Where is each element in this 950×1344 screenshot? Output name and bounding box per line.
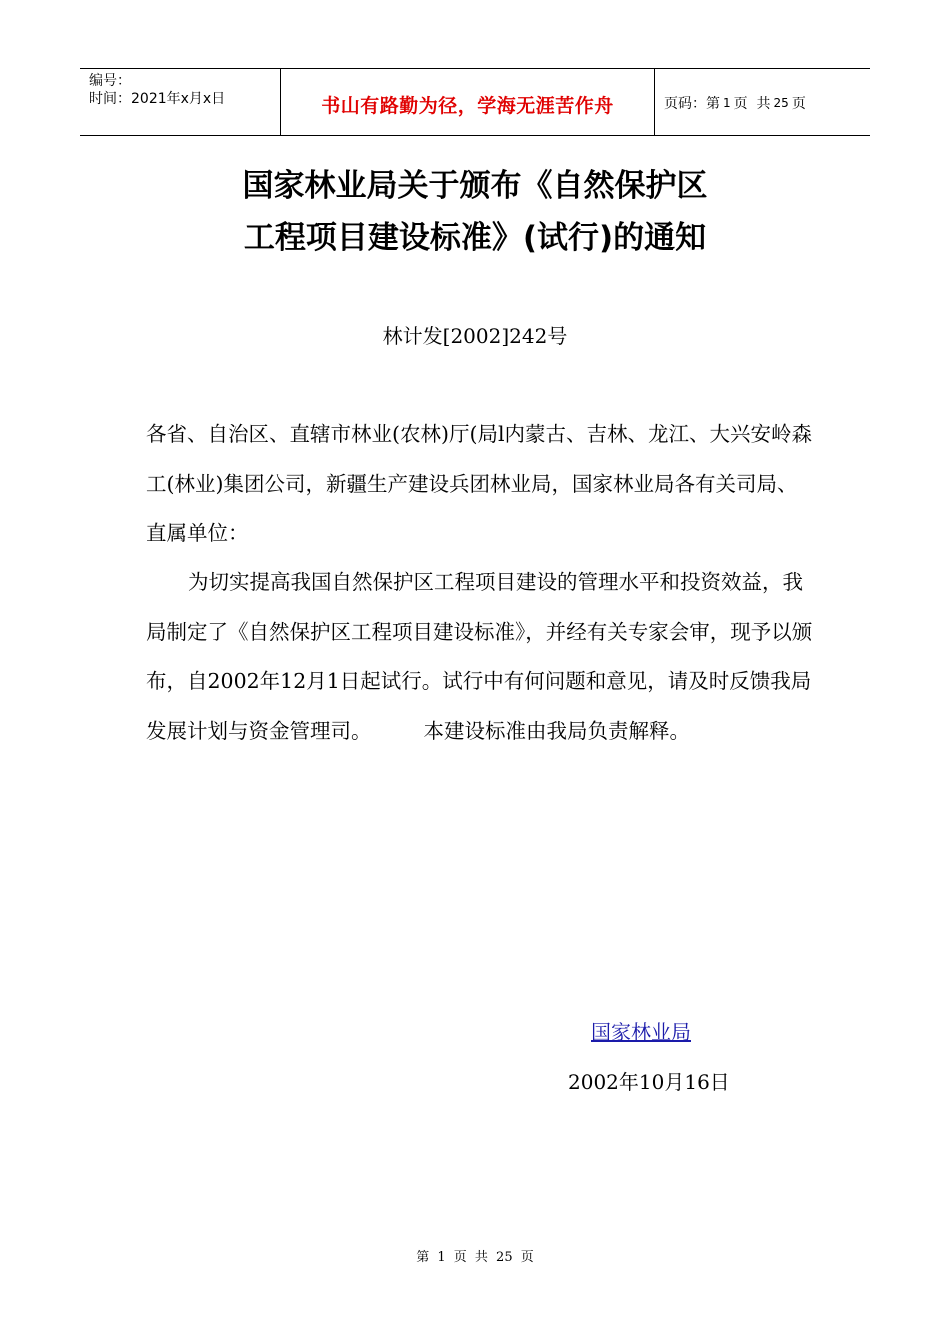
document-title [0,160,950,264]
document-number: 林计发[2002]242号 [382,324,568,348]
addressee-paragraph: 各省、自治区、直辖市林业(农林)厅(局l内蒙古、吉林、龙江、大兴安岭森工(林业)集团公司，新疆生产建设兵团林业局，国家林业局各有关司局、直属单位： [146,422,813,545]
page-current: 1 [723,96,731,110]
serial-label: 编号： [89,73,131,89]
page-suffix: 页 [791,96,806,112]
page-mid: 页 共 [733,96,771,112]
header-page-cell [655,69,870,135]
title-line-2: 工程项目建设标准》(试行)的通知 [243,220,707,256]
header-motto-cell [281,69,655,135]
signature-org-link[interactable]: 国家林业局 [591,1020,691,1044]
main-paragraph-tail: 本建设标准由我局负责解释。 [423,718,690,743]
date-label: 时间：2021年x月x日 [89,91,226,107]
page-prefix: 页码：第 [664,96,720,112]
signature-date: 2002年10月16日 [568,1070,730,1094]
header-table [80,68,870,136]
motto-text: 书山有路勤为径，学海无涯苦作舟 [321,94,614,117]
header-meta-cell [80,69,281,135]
title-line-1: 国家林业局关于颁布《自然保护区 [242,168,708,204]
page-footer: 第 1 页 共 25 页 [416,1250,534,1265]
main-paragraph [146,558,814,756]
main-paragraph-text: 为切实提高我国自然保护区工程项目建设的管理水平和投资效益，我局制定了《自然保护区工程项目建设标准》，并经有关专家会审，现予以颁布，自2002年12月1日起试行。试行中有何问题和意见，请及时反馈我局发展计划与资金管理司。 [146,570,813,743]
page-total: 25 [773,96,789,110]
